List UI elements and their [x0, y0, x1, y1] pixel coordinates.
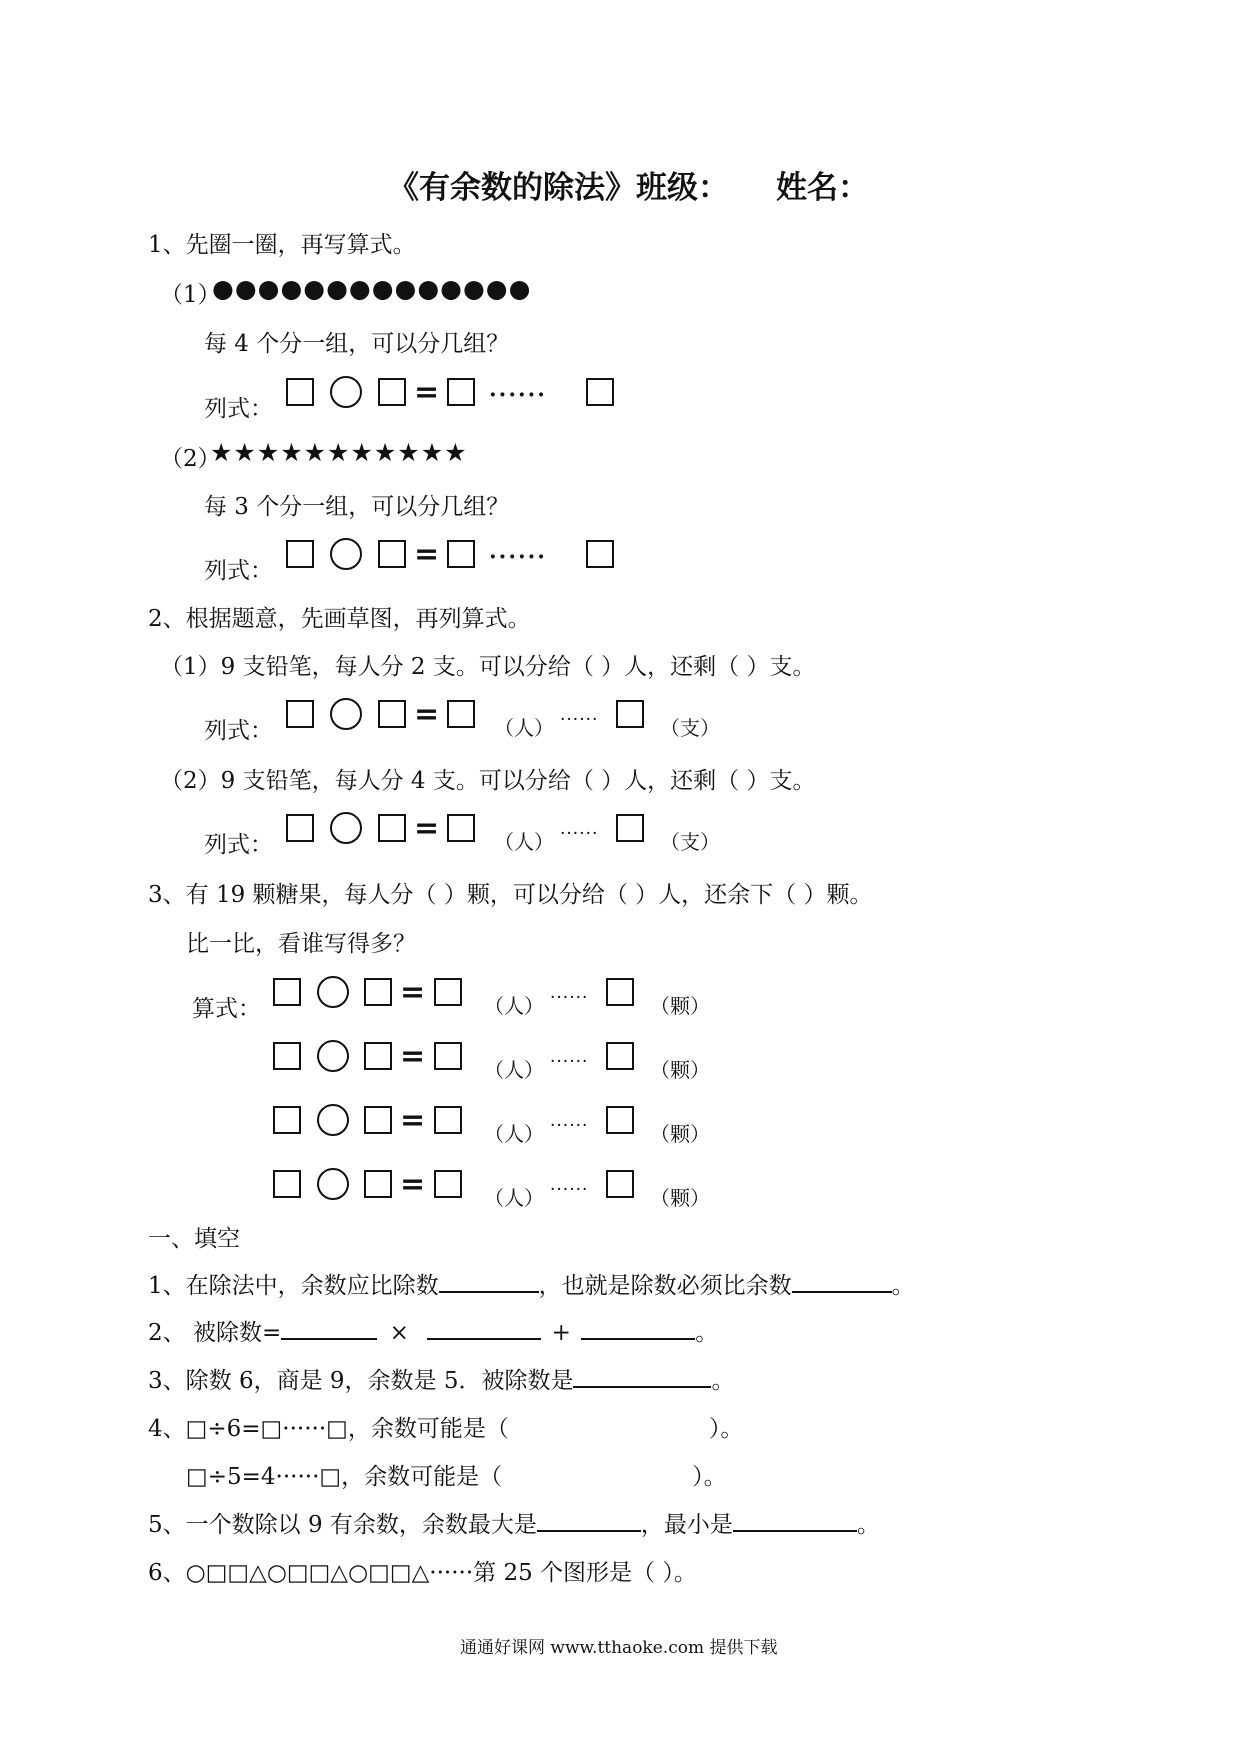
answer-box[interactable] [447, 814, 475, 842]
answer-box[interactable] [364, 1170, 392, 1198]
answer-box[interactable] [586, 540, 614, 568]
ellipsis: ······ [550, 1052, 589, 1072]
equals-sign: = [400, 1039, 426, 1074]
dots-row: ●●●●●●●●●●●●●● [212, 274, 532, 303]
operator-circle[interactable] [317, 976, 349, 1008]
unit-people: （人） [494, 716, 554, 740]
ellipsis: ······ [550, 988, 589, 1008]
answer-blank[interactable] [439, 1271, 539, 1293]
equals-sign: = [400, 975, 426, 1010]
fill-q5-text-a: 5、一个数除以 9 有余数，余数最大是 [148, 1512, 537, 1538]
formula-label: 列式： [204, 558, 273, 584]
fill-q5 [148, 1506, 880, 1539]
unit-candy: （颗） [650, 1122, 710, 1146]
plus-sign: + [551, 1320, 571, 1346]
equals-sign: = [400, 1103, 426, 1138]
equals-sign: = [414, 811, 440, 846]
section3-sub: 比一比，看谁写得多？ [186, 931, 416, 957]
formula-label: 算式： [192, 996, 261, 1022]
unit-people: （人） [484, 994, 544, 1018]
ellipsis: ······ [560, 824, 599, 844]
fill-q4b-text-c: ）。 [692, 1464, 727, 1490]
answer-box[interactable] [447, 378, 475, 406]
answer-box[interactable] [378, 378, 406, 406]
unit-people: （人） [484, 1122, 544, 1146]
ellipsis: ······ [489, 544, 547, 570]
ellipsis: ······ [489, 382, 547, 408]
answer-box[interactable] [286, 540, 314, 568]
answer-blank[interactable] [537, 1510, 641, 1532]
answer-box[interactable] [434, 1042, 462, 1070]
answer-box[interactable] [273, 1106, 301, 1134]
formula-label: 列式： [204, 832, 273, 858]
unit-candy: （颗） [650, 1186, 710, 1210]
fill-q3-text-c: 。 [711, 1368, 735, 1394]
answer-box[interactable] [378, 700, 406, 728]
answer-box[interactable] [273, 1170, 301, 1198]
ellipsis: ······ [560, 710, 599, 730]
q2-label: （2） [160, 446, 221, 472]
operator-circle[interactable] [330, 698, 362, 730]
operator-circle[interactable] [330, 812, 362, 844]
equals-sign: = [414, 697, 440, 732]
fill-q2 [148, 1314, 718, 1347]
answer-box[interactable] [434, 978, 462, 1006]
q2-text: 每 3 个分一组，可以分几组？ [204, 494, 510, 520]
fill-q4-text-c: ）。 [708, 1416, 744, 1442]
answer-box[interactable] [364, 1042, 392, 1070]
fill-q4 [148, 1410, 743, 1443]
unit-people: （人） [484, 1186, 544, 1210]
fill-q5-text-b: ，最小是 [640, 1512, 733, 1538]
answer-box[interactable] [447, 540, 475, 568]
equals-sign: = [400, 1167, 426, 1202]
formula-label: 列式： [204, 396, 273, 422]
fill-q3-text-a: 3、除数 6，商是 9，余数是 5．被除数是 [148, 1368, 574, 1394]
answer-box[interactable] [606, 978, 634, 1006]
sec2-q1-text: （1）9 支铅笔，每人分 2 支。可以分给（ ）人，还剩（ ）支。 [160, 654, 816, 680]
fill-q2-text-c: 。 [695, 1320, 719, 1346]
footer-credit: 通通好课网 www.tthaoke.com 提供下载 [460, 1638, 778, 1658]
section3-heading: 3、有 19 颗糖果，每人分（ ）颗，可以分给（ ）人，还余下（ ）颗。 [148, 882, 873, 908]
answer-box[interactable] [434, 1106, 462, 1134]
fill-q1-text-b: ，也就是除数必须比余数 [538, 1273, 792, 1299]
answer-box[interactable] [286, 378, 314, 406]
fill-q1-text-c: 。 [891, 1273, 915, 1299]
sec2-q2-text: （2）9 支铅笔，每人分 4 支。可以分给（ ）人，还剩（ ）支。 [160, 768, 816, 794]
answer-box[interactable] [364, 978, 392, 1006]
fill-heading: 一、填空 [148, 1226, 240, 1252]
answer-box[interactable] [273, 978, 301, 1006]
answer-blank[interactable] [281, 1318, 377, 1340]
equals-sign: = [414, 375, 440, 410]
answer-box[interactable] [434, 1170, 462, 1198]
answer-box[interactable] [273, 1042, 301, 1070]
fill-q1-text-a: 1、在除法中，余数应比除数 [148, 1273, 439, 1299]
page-title: 《有余数的除法》班级： [388, 170, 729, 206]
section2-heading: 2、根据题意，先画草图，再列算式。 [148, 606, 531, 632]
answer-box[interactable] [286, 814, 314, 842]
operator-circle[interactable] [330, 376, 362, 408]
answer-box[interactable] [606, 1042, 634, 1070]
operator-circle[interactable] [330, 538, 362, 570]
fill-q4b [186, 1458, 727, 1491]
answer-box[interactable] [378, 814, 406, 842]
q1-label: （1） [160, 282, 221, 308]
unit-people: （人） [494, 830, 554, 854]
answer-box[interactable] [616, 700, 644, 728]
operator-circle[interactable] [317, 1104, 349, 1136]
answer-blank[interactable] [792, 1271, 892, 1293]
fill-q2-text-a: 2、 被除数= [148, 1320, 282, 1346]
unit-people: （人） [484, 1058, 544, 1082]
unit-pencil: （支） [660, 716, 720, 740]
fill-q4-text-a: 4、□÷6=□······□，余数可能是（ [148, 1416, 509, 1442]
answer-box[interactable] [586, 378, 614, 406]
answer-blank[interactable] [581, 1318, 695, 1340]
q1-text: 每 4 个分一组，可以分几组？ [204, 331, 510, 357]
times-sign: × [389, 1320, 409, 1346]
unit-candy: （颗） [650, 994, 710, 1018]
answer-box[interactable] [606, 1106, 634, 1134]
answer-box[interactable] [447, 700, 475, 728]
fill-q1 [148, 1267, 915, 1300]
formula-label: 列式： [204, 718, 273, 744]
answer-blank[interactable] [427, 1318, 541, 1340]
unit-pencil: （支） [660, 830, 720, 854]
unit-candy: （颗） [650, 1058, 710, 1082]
answer-box[interactable] [378, 540, 406, 568]
fill-q6: 6、○□□△○□□△○□□△······第 25 个图形是（ ）。 [148, 1560, 697, 1586]
answer-box[interactable] [364, 1106, 392, 1134]
answer-blank[interactable] [733, 1510, 857, 1532]
stars-row: ★★★★★★★★★★★ [210, 438, 468, 467]
fill-q3 [148, 1362, 734, 1395]
section1-heading: 1、先圈一圈，再写算式。 [148, 232, 416, 258]
answer-box[interactable] [286, 700, 314, 728]
operator-circle[interactable] [317, 1040, 349, 1072]
answer-box[interactable] [616, 814, 644, 842]
ellipsis: ······ [550, 1180, 589, 1200]
student-name-label: 姓名： [776, 170, 869, 206]
ellipsis: ······ [550, 1116, 589, 1136]
answer-blank[interactable] [573, 1366, 711, 1388]
fill-q4b-text-a: □÷5=4······□，余数可能是（ [186, 1464, 503, 1490]
answer-box[interactable] [606, 1170, 634, 1198]
equals-sign: = [414, 537, 440, 572]
operator-circle[interactable] [317, 1168, 349, 1200]
fill-q5-text-c: 。 [856, 1512, 880, 1538]
